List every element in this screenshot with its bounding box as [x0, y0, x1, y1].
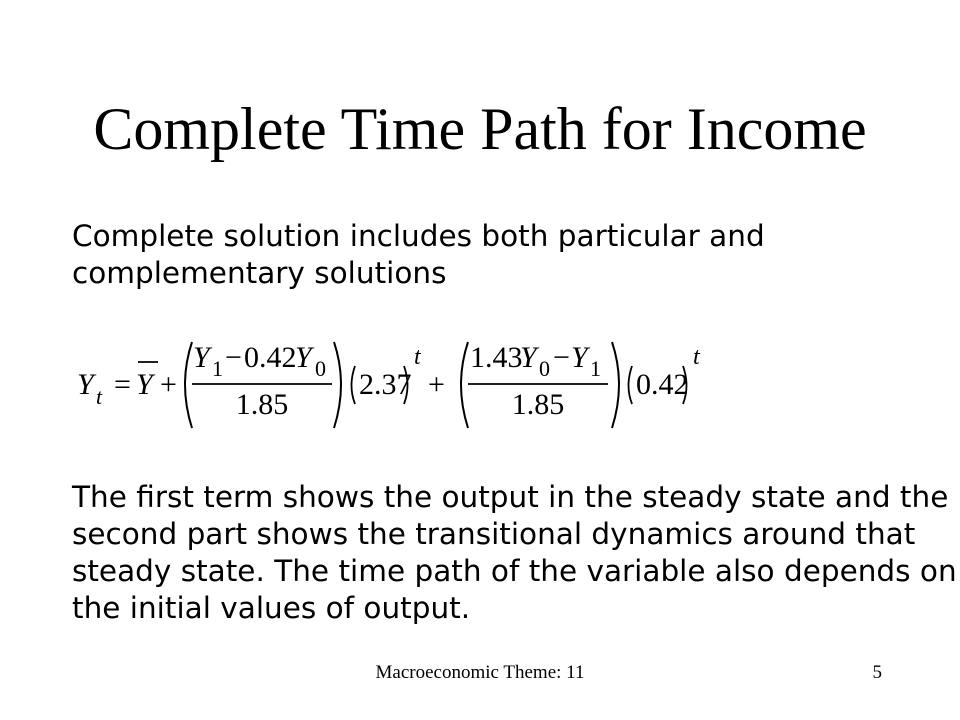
eq-term1-root-open — [352, 366, 356, 404]
slide-title: Complete Time Path for Income — [93, 96, 867, 162]
eq-term1-num-a: Y — [193, 341, 210, 374]
eq-term1-close-paren — [334, 342, 341, 428]
explanation-line-4: the initial values of output. — [72, 591, 471, 625]
eq-term2-num-coef: 1.43 — [470, 341, 523, 374]
eq-term2-num-op: − — [553, 341, 570, 374]
eq-term2-root: 0.42 — [636, 368, 689, 401]
eq-term1-num-a-sub: 1 — [212, 356, 223, 381]
eq-term1-num-coef: 0.42 — [244, 341, 297, 374]
eq-term1-den: 1.85 — [235, 388, 289, 421]
eq-term2-num-a: Y — [520, 341, 537, 374]
eq-term2-num-a-sub: 0 — [539, 356, 550, 381]
eq-term2-num-b: Y — [571, 341, 588, 374]
time-path-equation — [72, 330, 772, 438]
eq-term2-exp: t — [693, 344, 700, 370]
explanation-line-3: steady state. The time path of the variable also depends on — [72, 554, 957, 588]
eq-plus-1: + — [160, 368, 177, 401]
eq-term2-num-b-sub: 1 — [590, 356, 601, 381]
eq-term1-num-op: − — [225, 341, 242, 374]
intro-paragraph — [72, 218, 765, 292]
eq-term1-num-b: Y — [295, 341, 312, 374]
intro-line-2: complementary solutions — [72, 256, 447, 290]
eq-term2-den: 1.85 — [511, 388, 565, 421]
eq-term1-open-paren — [185, 342, 192, 428]
explanation-paragraph — [72, 479, 957, 627]
eq-term2-root-open — [629, 366, 633, 404]
eq-term2-close-paren — [612, 342, 619, 428]
footer-theme-label: Macroeconomic Theme: 11 — [375, 662, 585, 683]
eq-steady-state: Y — [136, 368, 153, 401]
footer-page-number: 5 — [872, 662, 882, 683]
eq-equals: = — [114, 368, 131, 401]
explanation-line-2: second part shows the transitional dynamics around that — [72, 517, 916, 551]
eq-term1-exp: t — [414, 344, 421, 370]
explanation-line-1: The first term shows the output in the steady state and the — [72, 480, 949, 514]
eq-term1-num-b-sub: 0 — [315, 356, 326, 381]
intro-line-1: Complete solution includes both particular and — [72, 219, 765, 253]
eq-term1-root: 2.37 — [359, 368, 412, 401]
eq-plus-2: + — [428, 368, 445, 401]
eq-lhs-var: Y — [77, 368, 94, 401]
eq-term2-open-paren — [461, 342, 468, 428]
eq-lhs-sub: t — [96, 384, 103, 409]
